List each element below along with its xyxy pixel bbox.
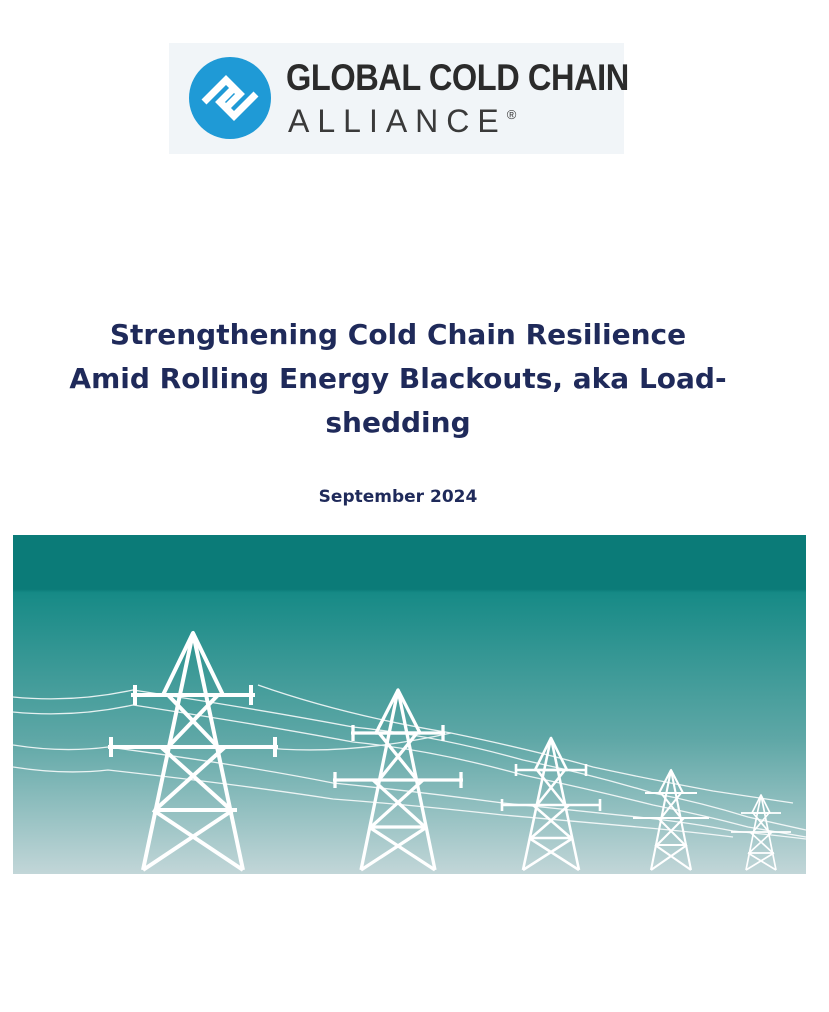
logo-text-secondary: ALLIANCE®	[288, 103, 517, 139]
logo-mark-icon	[188, 56, 272, 140]
logo-text-primary: GLOBAL COLD CHAIN	[286, 57, 629, 98]
transmission-towers-illustration	[13, 535, 806, 874]
title-line-2: Amid Rolling Energy Blackouts, aka Load-	[69, 362, 727, 395]
logo	[169, 43, 629, 154]
title-line-3: shedding	[325, 406, 471, 439]
title-line-1: Strengthening Cold Chain Resilience	[109, 318, 687, 351]
document-date: September 2024	[318, 487, 478, 507]
document-title	[40, 313, 756, 445]
registered-mark: ®	[506, 107, 517, 122]
